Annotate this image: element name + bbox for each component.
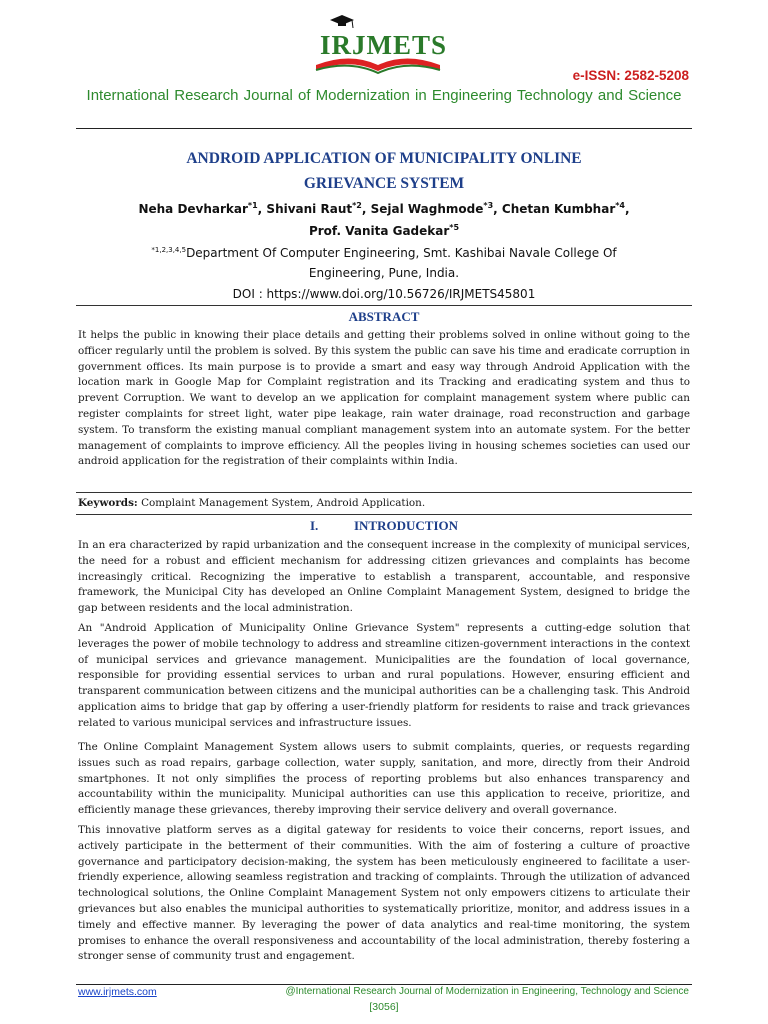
author-name: Shivani Raut [266, 202, 353, 216]
abstract-text: It helps the public in knowing their place details and getting their problems solved in online without going to the officer regularly until the problem is solved. By this system the public can save his time and eradicate corruption in government offices. Its main purpose is to provide a smart and easy way through Android Application with the location mark in Google Map for Complaint registration and its Tracking and eradicating system and thus to prevent Corruption. We want to develop an we application for complaint management system where public can register complaints for street light, water pipe leakage, rain water drainage, road reconstruction and garbage system. To transform the existing manual compliant management system into an automate system. For the better management of complaints to improve efficiency. All the peoples living in housing schemes societies can used our android application for the registration of their complaints within India. [78, 329, 690, 468]
logo-text: IRJMETS [320, 30, 448, 60]
keywords-divider-bottom [76, 514, 692, 515]
keywords-label: Keywords: [78, 497, 138, 509]
affiliation-marks: *1,2,3,4,5 [151, 246, 187, 254]
author-list-line2 [0, 223, 768, 238]
page-number: [3056] [369, 1001, 399, 1013]
keywords-text: Complaint Management System, Android Application. [137, 497, 426, 509]
intro-paragraph: An "Android Application of Municipality Online Grievance System" represents a cutting-edge solution that leverages the power of mobile technology to address and streamline citizen-government interactions in the context of municipal services and grievance management. Municipalities are the foundation of local governance, responsible for providing essential services to urban and rural populations. However, ensuring efficient and transparent communication between citizens and the municipal authorities can be a challenging task. This Android application aims to bridge that gap by offering a user-friendly platform for residents to raise and track grievances related to various municipal services and infrastructure issues. [78, 622, 690, 729]
author-mark: *4 [615, 201, 625, 210]
intro-paragraph: In an era characterized by rapid urbanization and the consequent increase in the complexity of municipal services, the need for a robust and efficient mechanism for addressing citizen grievances and complaints has become increasingly critical. Recognizing the imperative to establish a transparent, accountable, and responsive framework, the Municipal City has developed an Online Complaint Management System, designed to bridge the gap between residents and the local administration. [78, 539, 690, 615]
footer-copyright: @International Research Journal of Modernization in Engineering, Technology and Science [285, 986, 689, 997]
author-name: Prof. Vanita Gadekar [308, 224, 450, 238]
section-title: INTRODUCTION [353, 518, 458, 533]
author-mark: *1 [247, 201, 258, 210]
affiliation-text: Department Of Computer Engineering, Smt. Kashibai Navale College Of [186, 246, 617, 260]
journal-name: International Research Journal of Modernization in Engineering Technology and Science [86, 87, 682, 104]
keywords-divider-top [76, 492, 692, 493]
header-divider [76, 128, 692, 129]
keywords [78, 496, 690, 512]
intro-paragraph: The Online Complaint Management System allows users to submit complaints, queries, or requests regarding issues such as road repairs, garbage collection, water supply, sanitation, and more, directly from their Android smartphones. It not only simplifies the process of reporting problems but also enhances transparency and accountability within the municipality. Municipal authorities can use this application to receive, prioritize, and efficiently manage these grievances, thereby improving their service delivery and overall governance. [78, 741, 690, 817]
introduction-heading [0, 518, 768, 534]
author-name: Chetan Kumbhar [501, 202, 616, 216]
author-name: Neha Devharkar [138, 202, 248, 216]
affiliation-line2: Engineering, Pune, India. [308, 266, 460, 280]
eissn: e-ISSN: 2582-5208 [572, 68, 689, 83]
author-mark: *5 [449, 223, 460, 232]
intro-paragraph: This innovative platform serves as a digital gateway for residents to voice their concerns, report issues, and actively participate in the betterment of their communities. With the aim of fostering a culture of proactive governance and participatory decision-making, the system has been meticulously engineered to facilitate a user-friendly experience, allowing seamless registration and tracking of complaints. Through the utilization of advanced technological solutions, the Online Complaint Management System not only empowers citizens to articulate their grievances but also enables the municipal authorities to systematically prioritize, monitor, and address issues in a timely and effective manner. By leveraging the power of data analytics and real-time monitoring, the system promises to enhance the overall responsiveness and accountability of the local administration, thereby fostering a stronger sense of community trust and engagement. [78, 824, 690, 963]
author-mark: *3 [483, 201, 494, 210]
abstract-heading: ABSTRACT [348, 309, 420, 324]
author-mark: *2 [352, 201, 362, 210]
journal-logo [290, 10, 470, 80]
author-list: Neha Devharkar$^{*1}$, Shivani Raut$^{*2}$, Sejal Waghmode$^{*3}$, Chetan Kumbhar$^{*4}$, [138, 201, 630, 216]
author-name: Sejal Waghmode [370, 202, 484, 216]
paper-title-line2: GRIEVANCE SYSTEM [303, 175, 465, 192]
doi[interactable]: DOI : https://www.doi.org/10.56726/IRJMETS45801 [232, 287, 536, 301]
abstract-divider [76, 305, 692, 306]
section-number: I. [309, 518, 319, 533]
footer-divider [76, 984, 692, 985]
website-link[interactable]: www.irjmets.com [78, 986, 157, 998]
affiliation-line1 [0, 246, 768, 260]
paper-title-line1: ANDROID APPLICATION OF MUNICIPALITY ONLINE [186, 150, 582, 167]
